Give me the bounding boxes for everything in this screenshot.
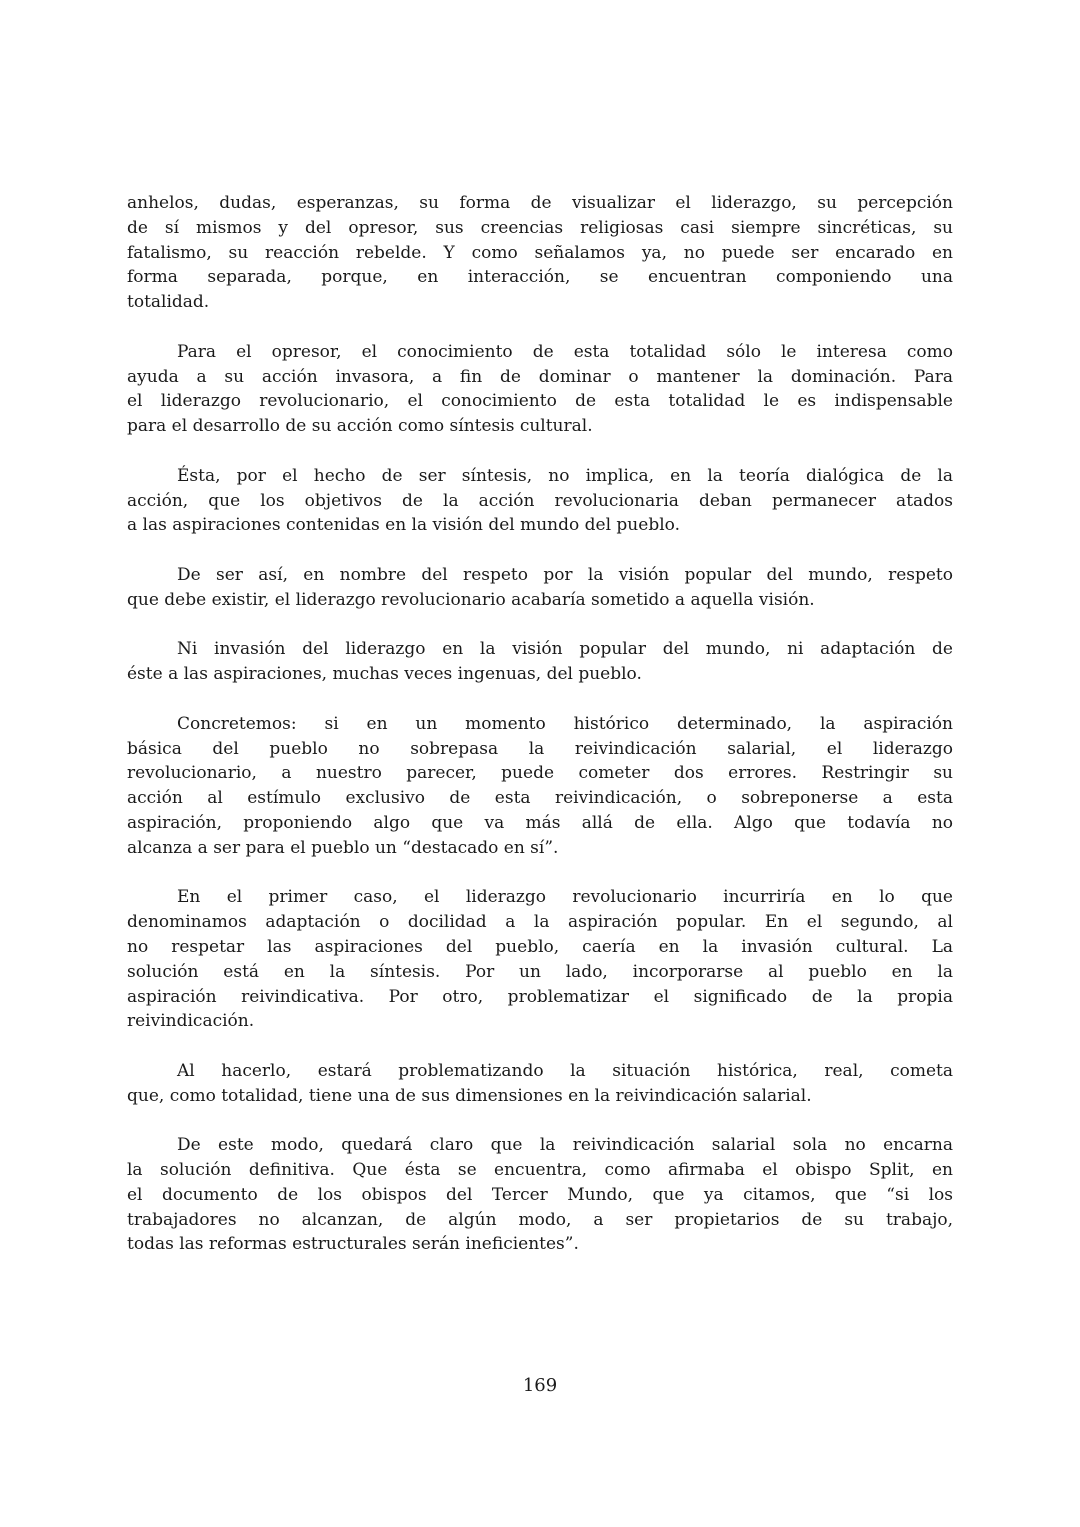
text-line: anhelos, dudas, esperanzas, su forma de visualizar el liderazgo, su percepción — [127, 193, 953, 213]
text-line: Ésta, por el hecho de ser síntesis, no implica, en la teoría dialógica de la — [177, 465, 953, 486]
text-line: acción al estímulo exclusivo de esta reivindicación, o sobreponerse a esta — [127, 788, 953, 809]
text-line: Al hacerlo, estará problematizando la situación histórica, real, cometa — [177, 1060, 953, 1081]
text-line: la solución definitiva. Que ésta se encuentra, como afirmaba el obispo Split, en — [127, 1160, 953, 1181]
paragraph — [127, 563, 953, 613]
text-line: que, como totalidad, tiene una de sus dimensiones en la reivindicación salarial. — [127, 1085, 812, 1106]
paragraph — [127, 1133, 953, 1257]
paragraph — [127, 637, 953, 687]
page-number: 169 — [522, 1375, 558, 1396]
text-line: Ni invasión del liderazgo en la visión popular del mundo, ni adaptación de — [177, 639, 953, 660]
paragraph — [127, 464, 953, 538]
text-line: ayuda a su acción invasora, a fin de dominar o mantener la dominación. Para — [127, 366, 953, 387]
text-line: acción, que los objetivos de la acción revolucionaria deban permanecer atados — [127, 490, 953, 511]
text-line: De ser así, en nombre del respeto por la visión popular del mundo, respeto — [177, 564, 953, 585]
text-line: En el primer caso, el liderazgo revolucionario incurriría en lo que — [177, 887, 953, 908]
paragraph — [127, 191, 953, 315]
text-line: el documento de los obispos del Tercer Mundo, que ya citamos, que “si los — [127, 1184, 953, 1205]
text-line: de sí mismos y del opresor, sus creencias religiosas casi siempre sincréticas, su — [127, 217, 953, 238]
text-line: aspiración reivindicativa. Por otro, problematizar el significado de la propia — [127, 986, 953, 1007]
text-line: trabajadores no alcanzan, de algún modo, a ser propietarios de su trabajo, — [127, 1209, 953, 1230]
text-line: todas las reformas estructurales serán ineficientes”. — [127, 1234, 579, 1255]
text-line: alcanza a ser para el pueblo un “destacado en sí”. — [127, 837, 559, 858]
text-line: solución está en la síntesis. Por un lado, incorporarse al pueblo en la — [127, 961, 953, 982]
paragraph — [127, 340, 953, 439]
page-body — [127, 191, 953, 1282]
text-line: revolucionario, a nuestro parecer, puede cometer dos errores. Restringir su — [127, 763, 953, 784]
text-line: éste a las aspiraciones, muchas veces ingenuas, del pueblo. — [127, 664, 642, 685]
text-line: De este modo, quedará claro que la reivindicación salarial sola no encarna — [177, 1135, 953, 1156]
text-line: denominamos adaptación o docilidad a la aspiración popular. En el segundo, al — [127, 912, 953, 933]
text-line: reivindicación. — [127, 1011, 255, 1032]
text-line: que debe existir, el liderazgo revolucionario acabaría sometido a aquella visión. — [127, 589, 815, 610]
text-line: el liderazgo revolucionario, el conocimiento de esta totalidad le es indispensable — [127, 391, 953, 412]
text-line: a las aspiraciones contenidas en la visión del mundo del pueblo. — [127, 515, 680, 536]
paragraph — [127, 885, 953, 1034]
paragraph — [127, 712, 953, 861]
text-line: fatalismo, su reacción rebelde. Y como señalamos ya, no puede ser encarado en — [127, 242, 953, 263]
text-line: Concretemos: si en un momento histórico determinado, la aspiración — [177, 713, 953, 734]
text-line: para el desarrollo de su acción como síntesis cultural. — [127, 416, 593, 437]
text-line: Para el opresor, el conocimiento de esta totalidad sólo le interesa como — [177, 341, 953, 362]
paragraph — [127, 1059, 953, 1109]
text-line: forma separada, porque, en interacción, se encuentran componiendo una — [127, 267, 953, 288]
text-line: totalidad. — [127, 292, 210, 313]
text-line: aspiración, proponiendo algo que va más allá de ella. Algo que todavía no — [127, 812, 953, 833]
text-line: no respetar las aspiraciones del pueblo, caería en la invasión cultural. La — [127, 936, 953, 957]
text-line: básica del pueblo no sobrepasa la reivindicación salarial, el liderazgo — [127, 738, 953, 759]
